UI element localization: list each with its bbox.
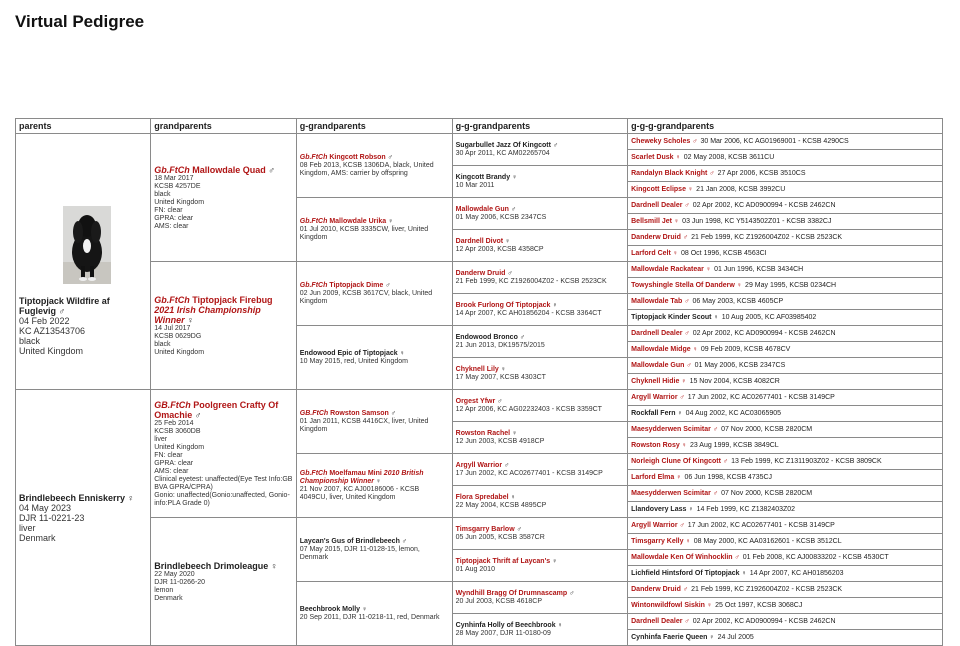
gg-grandparent-name[interactable]	[456, 430, 624, 438]
parent-cell	[16, 134, 151, 390]
g-grandparent-name[interactable]	[300, 410, 449, 418]
ggg-grandparent-info: 07 Nov 2000, KCSB 2820CM	[721, 489, 813, 497]
ggg-grandparent-info: 17 Jun 2002, KC AC02677401 - KCSB 3149CP	[687, 521, 835, 529]
g-grandparent-cell	[296, 262, 452, 326]
ggg-grandparent-name[interactable]: Towyshingle Stella Of Danderw ♀	[631, 281, 743, 289]
g-grandparent-cell	[296, 198, 452, 262]
ggg-grandparent-info: 04 Aug 2002, KC AC03065905	[685, 409, 782, 417]
ggg-grandparent-info: 29 May 1995, KCSB 0234CH	[745, 281, 837, 289]
gg-grandparent-name[interactable]	[456, 526, 624, 534]
gg-grandparent-cell	[452, 294, 627, 326]
gg-grandparent-cell	[452, 582, 627, 614]
ggg-grandparent-name[interactable]: Maesydderwen Scimitar ♂	[631, 489, 719, 497]
ggg-grandparent-cell	[628, 374, 943, 390]
ggg-grandparent-name[interactable]: Dardnell Dealer ♂	[631, 329, 690, 337]
gg-grandparent-cell	[452, 422, 627, 454]
parent-info: Denmark	[19, 532, 56, 543]
gg-grandparent-name-text: Brook Furlong Of Tiptopjack	[455, 301, 551, 309]
ggg-grandparent-cell	[628, 134, 943, 150]
ggg-grandparent-cell	[628, 486, 943, 502]
header-gg-grandparents: g-g-grandparents	[452, 119, 627, 134]
ggg-grandparent-name[interactable]: Chyknell Hidie ♀	[631, 377, 687, 385]
g-grandparent-sex: ♂	[399, 537, 408, 545]
g-grandparent-title: Gb.FtCh	[299, 217, 330, 225]
grandparent-title2: 2021 Irish Championship Winner	[154, 304, 261, 325]
ggg-grandparent-cell	[628, 614, 943, 630]
gg-grandparent-cell	[452, 486, 627, 518]
ggg-grandparent-cell	[628, 550, 943, 566]
gg-grandparent-cell	[452, 262, 627, 294]
ggg-grandparent-name[interactable]: Rockfall Fern ♀	[631, 409, 683, 417]
grandparent-cell	[151, 390, 297, 518]
ggg-grandparent-name[interactable]: Argyll Warrior ♂	[631, 521, 685, 529]
parent-info: KC AZ13543706	[19, 326, 86, 336]
ggg-grandparent-cell	[628, 166, 943, 182]
ggg-grandparent-info: 24 Jul 2005	[717, 633, 754, 641]
grandparent-cell	[151, 518, 297, 646]
g-grandparent-name-text: Beechbrook Molly	[299, 605, 361, 613]
ggg-grandparent-info: 10 Aug 2005, KC AF03985402	[721, 313, 817, 321]
grandparent-title: GB.FtCh	[154, 399, 194, 410]
parent-sex: ♂	[56, 306, 66, 316]
ggg-grandparent-info: 06 May 2003, KCSB 4605CP	[692, 297, 784, 305]
grandparent-info: lemon	[154, 586, 174, 594]
gg-grandparent-sex: ♀	[498, 365, 507, 373]
grandparent-info: liver	[154, 435, 168, 443]
grandparent-name-text: Mallowdale Quad	[192, 164, 266, 175]
gg-grandparent-name-text: Kingcott Brandy	[455, 173, 511, 181]
grandparent-name[interactable]	[154, 561, 293, 571]
gg-grandparent-sex: ♀	[550, 301, 558, 309]
g-grandparent-sex: ♂	[385, 153, 393, 161]
ggg-grandparent-info: 02 Apr 2002, KC AD0900994 - KCSB 2462CN	[692, 617, 836, 625]
g-grandparent-title2: 2010 British Championship Winner	[299, 469, 424, 485]
ggg-grandparent-info: 17 Jun 2002, KC AC02677401 - KCSB 3149CP	[687, 393, 835, 401]
ggg-grandparent-info: 02 Apr 2002, KC AD0900994 - KCSB 2462CN	[692, 329, 836, 337]
gg-grandparent-name-text: Endowood Bronco	[455, 333, 518, 341]
ggg-grandparent-info: 14 Apr 2007, KC AH01856203	[749, 569, 844, 577]
ggg-grandparent-cell	[628, 534, 943, 550]
ggg-grandparent-info: 14 Feb 1999, KC Z1382403Z02	[696, 505, 796, 513]
parent-name[interactable]	[19, 296, 147, 316]
g-grandparent-title: Gb.FtCh	[299, 281, 330, 289]
gg-grandparent-name-text: Sugarbullet Jazz Of Kingcott	[455, 141, 551, 149]
ggg-grandparent-cell	[628, 518, 943, 534]
ggg-grandparent-info: 21 Jan 2008, KCSB 3992CU	[696, 185, 786, 193]
ggg-grandparent-name[interactable]: Dardnell Dealer ♂	[631, 617, 690, 625]
parent-info: United Kingdom	[19, 346, 84, 356]
ggg-grandparent-cell	[628, 470, 943, 486]
ggg-grandparent-cell	[628, 438, 943, 454]
ggg-grandparent-name[interactable]: Timsgarry Kelly ♀	[631, 537, 691, 545]
ggg-grandparent-name[interactable]: Tiptopjack Kinder Scout ♀	[631, 313, 719, 321]
ggg-grandparent-cell	[628, 566, 943, 582]
grandparent-info: Gonio: unaffected(Gonio:unaffected, Gonio-info:PLA Grade 0)	[154, 491, 290, 507]
g-grandparent-sex: ♂	[388, 409, 397, 417]
grandparent-info: KCSB 3060DB	[154, 427, 201, 435]
gg-grandparent-info: 21 Jun 2013, DK19575/2015	[455, 341, 545, 349]
ggg-grandparent-cell	[628, 198, 943, 214]
gg-grandparent-info: 20 Jul 2003, KCSB 4618CP	[455, 597, 543, 605]
ggg-grandparent-name[interactable]: Bellsmill Jet ♀	[631, 217, 680, 225]
parent-cell	[16, 390, 151, 646]
g-grandparent-title: Gb.FtCh	[299, 469, 330, 477]
ggg-grandparent-info: 01 May 2006, KCSB 2347CS	[694, 361, 786, 369]
ggg-grandparent-cell	[628, 246, 943, 262]
g-grandparent-name[interactable]	[300, 538, 449, 546]
gg-grandparent-name[interactable]	[456, 206, 624, 214]
g-grandparent-name[interactable]	[300, 218, 449, 226]
ggg-grandparent-cell	[628, 278, 943, 294]
ggg-grandparent-info: 25 Oct 1997, KCSB 3068CJ	[715, 601, 803, 609]
ggg-grandparent-name[interactable]: Wintonwildfowl Siskin ♀	[631, 601, 713, 609]
gg-grandparent-sex: ♂	[550, 141, 559, 149]
gg-grandparent-info: 28 May 2007, DJR 11-0180-09	[455, 629, 551, 637]
gg-grandparent-info: 14 Apr 2007, KC AH01856204 - KCSB 3364CT	[455, 309, 602, 317]
g-grandparent-name-text: Rowston Samson	[330, 409, 389, 417]
gg-grandparent-cell	[452, 358, 627, 390]
grandparent-info: 18 Mar 2017	[154, 174, 194, 182]
ggg-grandparent-name[interactable]: Randalyn Black Knight ♂	[631, 169, 715, 177]
gg-grandparent-cell	[452, 518, 627, 550]
ggg-grandparent-cell	[628, 150, 943, 166]
ggg-grandparent-info: 13 Feb 1999, KC Z1311903Z02 - KCSB 3809CK	[731, 457, 882, 465]
parent-info: black	[19, 336, 41, 346]
parent-info: liver	[19, 522, 36, 533]
header-ggg-grandparents: g-g-g-grandparents	[628, 119, 943, 134]
ggg-grandparent-name[interactable]: Cheweky Scholes ♂	[631, 137, 698, 145]
gg-grandparent-sex: ♂	[567, 589, 575, 597]
ggg-grandparent-cell	[628, 406, 943, 422]
grandparent-info: DJR 11-0266-20	[154, 578, 206, 586]
grandparent-info: FN: clear	[154, 451, 183, 459]
gg-grandparent-cell	[452, 614, 627, 646]
ggg-grandparent-name[interactable]: Dardnell Dealer ♂	[631, 201, 690, 209]
gg-grandparent-name-text: Mallowdale Gun	[455, 205, 509, 213]
ggg-grandparent-info: 23 Aug 1999, KCSB 3849CL	[689, 441, 779, 449]
gg-grandparent-info: 01 Aug 2010	[455, 565, 495, 573]
g-grandparent-info: 07 May 2015, DJR 11-0128-15, lemon, Denmark	[299, 545, 420, 561]
g-grandparent-title: Gb.FtCh	[299, 153, 330, 161]
ggg-grandparent-name[interactable]: Mallowdale Gun ♂	[631, 361, 692, 369]
grandparent-title: Gb.FtCh	[154, 164, 193, 175]
ggg-grandparent-name[interactable]: Larford Elma ♀	[631, 473, 682, 481]
grandparent-info: 14 Jul 2017	[154, 324, 191, 332]
ggg-grandparent-name[interactable]: Larford Celt ♀	[631, 249, 678, 257]
gg-grandparent-name[interactable]	[456, 558, 624, 566]
ggg-grandparent-info: 02 May 2008, KCSB 3611CU	[683, 153, 775, 161]
gg-grandparent-sex: ♀	[510, 173, 518, 181]
gg-grandparent-name[interactable]	[456, 590, 624, 598]
gg-grandparent-name-text: Chyknell Lily	[455, 365, 499, 373]
g-grandparent-info: 20 Sep 2011, DJR 11-0218-11, red, Denmark	[299, 613, 440, 621]
g-grandparent-info: 10 May 2015, red, United Kingdom	[299, 357, 408, 365]
parent-info: DJR 11-0221-23	[19, 512, 85, 523]
ggg-grandparent-info: 21 Feb 1999, KC Z1926004Z02 - KCSB 2523CK	[691, 233, 843, 241]
grandparent-sex: ♀	[268, 560, 278, 571]
gg-grandparent-info: 10 Mar 2011	[455, 181, 495, 189]
pedigree-table	[15, 118, 943, 646]
ggg-grandparent-info: 06 Jun 1998, KCSB 4735CJ	[684, 473, 773, 481]
grandparent-sex: ♂	[192, 409, 202, 420]
g-grandparent-info: 01 Jan 2011, KCSB 4416CX, liver, United Kingdom	[299, 417, 429, 433]
g-grandparent-name[interactable]	[300, 154, 449, 162]
g-grandparent-name[interactable]	[300, 282, 449, 290]
gg-grandparent-name-text: Dardnell Divot	[455, 237, 504, 245]
grandparent-info: United Kingdom	[154, 198, 205, 206]
gg-grandparent-cell	[452, 134, 627, 166]
parent-name-text: Brindlebeech Enniskerry	[19, 492, 126, 503]
grandparent-sex: ♂	[265, 164, 275, 175]
g-grandparent-cell	[296, 582, 452, 646]
gg-grandparent-sex: ♀	[555, 621, 563, 629]
g-grandparent-name-text: Tiptopjack Dime	[329, 281, 384, 289]
page-title: Virtual Pedigree	[15, 12, 145, 31]
ggg-grandparent-cell	[628, 390, 943, 406]
gg-grandparent-cell	[452, 230, 627, 262]
ggg-grandparent-name[interactable]: Norleigh Clune Of Kingcott ♂	[631, 457, 729, 465]
header-g-grandparents: g-grandparents	[296, 119, 452, 134]
grandparent-name-text: Poolgreen Crafty Of Omachie	[154, 399, 279, 420]
header-row	[16, 119, 943, 134]
ggg-grandparent-name[interactable]: Mallowdale Tab ♂	[631, 297, 690, 305]
gg-grandparent-name[interactable]	[456, 622, 624, 630]
gg-grandparent-sex: ♀	[503, 237, 511, 245]
gg-grandparent-name-text: Tiptopjack Thrift af Laycan's	[455, 557, 551, 565]
table-row	[16, 390, 943, 406]
g-grandparent-name[interactable]	[300, 606, 449, 614]
gg-grandparent-name[interactable]	[456, 270, 624, 278]
grandparent-cell	[151, 134, 297, 262]
gg-grandparent-info: 17 Jun 2002, KC AC02677401 - KCSB 3149CP	[455, 469, 603, 477]
table-row	[16, 262, 943, 278]
ggg-grandparent-info: 15 Nov 2004, KCSB 4082CR	[689, 377, 780, 385]
ggg-grandparent-cell	[628, 262, 943, 278]
gg-grandparent-name[interactable]	[456, 398, 624, 406]
ggg-grandparent-name[interactable]: Danderw Druid ♂	[631, 585, 689, 593]
grandparent-name-text: Tiptopjack Firebug	[192, 294, 273, 305]
ggg-grandparent-info: 01 Jun 1996, KCSB 3434CH	[714, 265, 804, 273]
g-grandparent-info: 21 Nov 2007, KC AJ00186006 - KCSB 4049CU, liver, United Kingdom	[299, 485, 420, 501]
gg-grandparent-name-text: Wyndhill Bragg Of Drumnascamp	[455, 589, 568, 597]
grandparent-title: Gb.FtCh	[154, 294, 193, 305]
ggg-grandparent-cell	[628, 422, 943, 438]
gg-grandparent-info: 12 Jun 2003, KCSB 4918CP	[455, 437, 545, 445]
grandparent-info: United Kingdom	[154, 443, 205, 451]
ggg-grandparent-info: 08 May 2000, KC AA03162601 - KCSB 3512CL	[693, 537, 842, 545]
g-grandparent-name[interactable]	[300, 350, 449, 358]
ggg-grandparent-name[interactable]: Argyll Warrior ♂	[631, 393, 685, 401]
gg-grandparent-cell	[452, 390, 627, 422]
dog-photo	[63, 206, 111, 284]
grandparent-info: United Kingdom	[154, 348, 205, 356]
gg-grandparent-info: 12 Apr 2006, KC AG02232403 - KCSB 3359CT	[455, 405, 602, 413]
gg-grandparent-cell	[452, 326, 627, 358]
g-grandparent-sex: ♂	[383, 281, 391, 289]
grandparent-cell	[151, 262, 297, 390]
parent-sex: ♀	[125, 492, 135, 503]
grandparent-info: AMS: clear	[154, 467, 189, 475]
gg-grandparent-sex: ♂	[495, 397, 503, 405]
ggg-grandparent-cell	[628, 582, 943, 598]
g-grandparent-sex: ♀	[397, 349, 405, 357]
g-grandparent-name-text: Laycan's Gus of Brindlebeech	[299, 537, 400, 545]
g-grandparent-cell	[296, 326, 452, 390]
g-grandparent-info: 01 Jul 2010, KCSB 3335CW, liver, United Kingdom	[299, 225, 429, 241]
grandparent-info: FN: clear	[154, 206, 183, 214]
grandparent-name-text: Brindlebeech Drimoleague	[154, 560, 269, 571]
gg-grandparent-info: 17 May 2007, KCSB 4303CT	[455, 373, 546, 381]
g-grandparent-info: 02 Jun 2009, KCSB 3617CV, black, United Kingdom	[299, 289, 433, 305]
ggg-grandparent-info: 21 Feb 1999, KC Z1926004Z02 - KCSB 2523CK	[691, 585, 843, 593]
g-grandparent-cell	[296, 454, 452, 518]
gg-grandparent-info: 30 Apr 2011, KC AM02265704	[455, 149, 550, 157]
gg-grandparent-sex: ♂	[505, 269, 513, 277]
gg-grandparent-info: 12 Apr 2003, KCSB 4358CP	[455, 245, 544, 253]
grandparent-sex: ♀	[184, 314, 194, 325]
grandparent-info: Denmark	[154, 594, 183, 602]
g-grandparent-title: GB.FtCh	[299, 409, 331, 417]
ggg-grandparent-cell	[628, 598, 943, 614]
ggg-grandparent-name[interactable]: Scarlet Dusk ♀	[631, 153, 681, 161]
gg-grandparent-name-text: Danderw Druid	[455, 269, 506, 277]
ggg-grandparent-name[interactable]: Cynhinfa Faerie Queen ♀	[631, 633, 715, 641]
g-grandparent-sex: ♀	[386, 217, 394, 225]
gg-grandparent-sex: ♂	[514, 525, 522, 533]
ggg-grandparent-cell	[628, 454, 943, 470]
g-grandparent-name-text: Kingcott Robson	[329, 153, 386, 161]
ggg-grandparent-cell	[628, 342, 943, 358]
ggg-grandparent-info: 07 Nov 2000, KCSB 2820CM	[721, 425, 813, 433]
gg-grandparent-name-text: Flora Spredabel	[455, 493, 509, 501]
grandparent-info: Clinical eyetest: unaffected(Eye Test Info:GB BVA GPRA/CPRA)	[154, 475, 293, 491]
gg-grandparent-cell	[452, 454, 627, 486]
gg-grandparent-sex: ♂	[517, 333, 526, 341]
gg-grandparent-sex: ♂	[502, 461, 510, 469]
gg-grandparent-name[interactable]	[456, 142, 624, 150]
header-parents: parents	[16, 119, 151, 134]
header-grandparents: grandparents	[151, 119, 297, 134]
grandparent-info: black	[154, 190, 171, 198]
ggg-grandparent-cell	[628, 214, 943, 230]
gg-grandparent-name[interactable]	[456, 494, 624, 502]
gg-grandparent-name-text: Rowston Rachel	[455, 429, 511, 437]
ggg-grandparent-cell	[628, 310, 943, 326]
g-grandparent-cell	[296, 390, 452, 454]
ggg-grandparent-cell	[628, 230, 943, 246]
g-grandparent-cell	[296, 134, 452, 198]
g-grandparent-sex: ♀	[360, 605, 368, 613]
ggg-grandparent-name[interactable]: Mallowdale Ken Of Winhocklin ♂	[631, 553, 740, 561]
gg-grandparent-name-text: Timsgarry Barlow	[455, 525, 515, 533]
gg-grandparent-name-text: Orgest Yfwr	[455, 397, 496, 405]
gg-grandparent-sex: ♀	[510, 429, 518, 437]
ggg-grandparent-name[interactable]: Kingcott Eclipse ♀	[631, 185, 694, 193]
grandparent-name[interactable]	[154, 400, 293, 420]
ggg-grandparent-info: 03 Jun 1998, KC Y5143502Z01 - KCSB 3382CJ	[682, 217, 832, 225]
g-grandparent-sex: ♀	[373, 477, 382, 485]
ggg-grandparent-name[interactable]: Mallowdale Rackatear ♀	[631, 265, 712, 273]
g-grandparent-cell	[296, 518, 452, 582]
ggg-grandparent-cell	[628, 502, 943, 518]
gg-grandparent-name-text: Argyll Warrior	[455, 461, 503, 469]
parent-info: 04 Feb 2022	[19, 316, 70, 326]
ggg-grandparent-info: 27 Apr 2006, KCSB 3510CS	[717, 169, 806, 177]
grandparent-name[interactable]	[154, 165, 293, 175]
parent-info: 04 May 2023	[19, 502, 72, 513]
grandparent-info: 22 May 2020	[154, 570, 195, 578]
g-grandparent-name-text: Endowood Epic of Tiptopjack	[299, 349, 398, 357]
ggg-grandparent-name[interactable]: Lichfield Hintsford Of Tiptopjack ♀	[631, 569, 747, 577]
gg-grandparent-cell	[452, 198, 627, 230]
g-grandparent-name-text: Moelfamau Mini	[329, 469, 382, 477]
gg-grandparent-sex: ♀	[550, 557, 558, 565]
grandparent-info: black	[154, 340, 171, 348]
parent-name[interactable]	[19, 493, 147, 503]
grandparent-info: GPRA: clear	[154, 459, 194, 467]
gg-grandparent-info: 22 May 2004, KCSB 4895CP	[455, 501, 547, 509]
gg-grandparent-name[interactable]	[456, 238, 624, 246]
ggg-grandparent-cell	[628, 358, 943, 374]
gg-grandparent-name-text: Cynhinfa Holly of Beechbrook	[455, 621, 556, 629]
gg-grandparent-name[interactable]	[456, 334, 624, 342]
ggg-grandparent-info: 02 Apr 2002, KC AD0900994 - KCSB 2462CN	[692, 201, 836, 209]
gg-grandparent-name[interactable]	[456, 366, 624, 374]
ggg-grandparent-cell	[628, 182, 943, 198]
ggg-grandparent-name[interactable]: Danderw Druid ♂	[631, 233, 689, 241]
gg-grandparent-info: 01 May 2006, KCSB 2347CS	[455, 213, 547, 221]
g-grandparent-info: 08 Feb 2013, KCSB 1306DA, black, United Kingdom, AMS: carrier by offspring	[299, 161, 434, 177]
ggg-grandparent-name[interactable]: Mallowdale Midge ♀	[631, 345, 698, 353]
ggg-grandparent-cell	[628, 326, 943, 342]
grandparent-info: GPRA: clear	[154, 214, 194, 222]
ggg-grandparent-info: 01 Feb 2008, KC AJ00833202 - KCSB 4530CT	[742, 553, 889, 561]
gg-grandparent-sex: ♀	[508, 493, 516, 501]
ggg-grandparent-name[interactable]: Maesydderwen Scimitar ♂	[631, 425, 719, 433]
ggg-grandparent-info: 30 Mar 2006, KC AG01969001 - KCSB 4290CS	[700, 137, 849, 145]
gg-grandparent-info: 21 Feb 1999, KC Z1926004Z02 - KCSB 2523CK	[455, 277, 607, 285]
g-grandparent-name[interactable]	[300, 470, 449, 486]
gg-grandparent-cell	[452, 550, 627, 582]
ggg-grandparent-info: 09 Feb 2009, KCSB 4678CV	[700, 345, 791, 353]
grandparent-info: 25 Feb 2014	[154, 419, 194, 427]
table-row	[16, 518, 943, 534]
grandparent-info: AMS: clear	[154, 222, 189, 230]
gg-grandparent-name[interactable]	[456, 462, 624, 470]
grandparent-info: KCSB 0629DG	[154, 332, 202, 340]
ggg-grandparent-cell	[628, 294, 943, 310]
ggg-grandparent-name[interactable]: Llandovery Lass ♀	[631, 505, 694, 513]
table-row	[16, 134, 943, 150]
gg-grandparent-sex: ♂	[508, 205, 517, 213]
gg-grandparent-cell	[452, 166, 627, 198]
parent-name-text: Tiptopjack Wildfire af Fuglevig	[19, 296, 110, 316]
g-grandparent-name-text: Mallowdale Urika	[329, 217, 387, 225]
pedigree-body	[16, 134, 943, 646]
gg-grandparent-name[interactable]	[456, 302, 624, 310]
gg-grandparent-info: 05 Jun 2005, KCSB 3587CR	[455, 533, 545, 541]
gg-grandparent-name[interactable]	[456, 174, 624, 182]
grandparent-info: KCSB 4257DE	[154, 182, 201, 190]
ggg-grandparent-name[interactable]: Rowston Rosy ♀	[631, 441, 687, 449]
grandparent-name[interactable]	[154, 295, 293, 325]
ggg-grandparent-info: 08 Oct 1996, KCSB 4563CI	[681, 249, 767, 257]
